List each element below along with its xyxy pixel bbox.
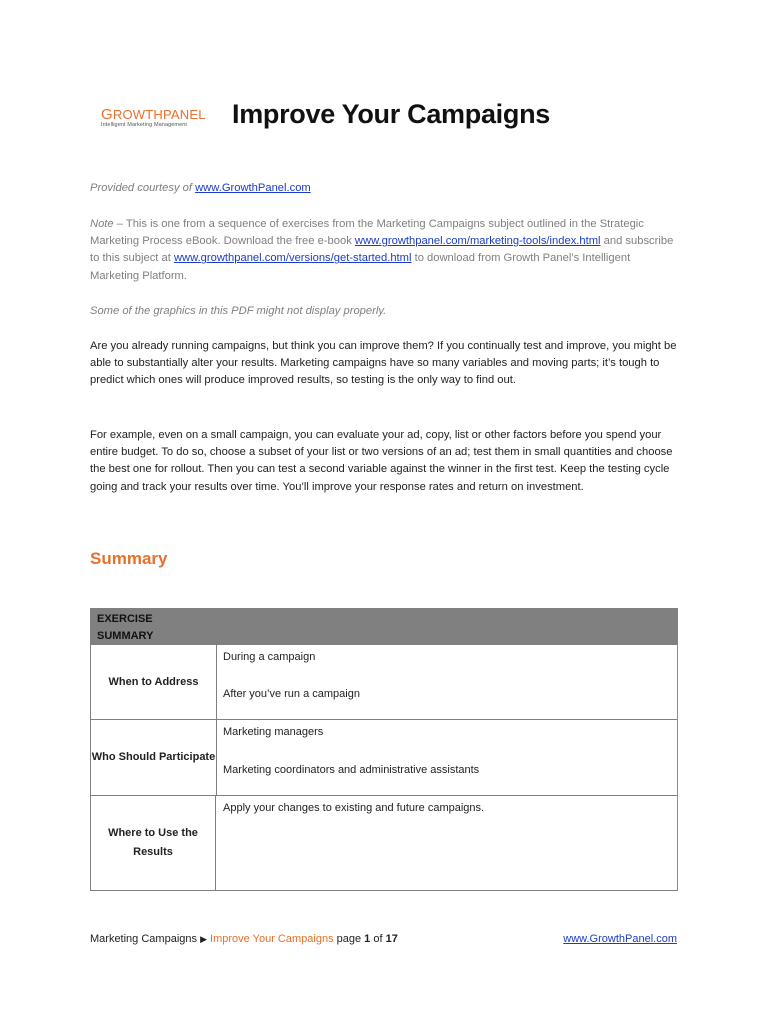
- table-row: [90, 796, 678, 891]
- body-paragraph-1: Are you already running campaigns, but think you can improve them? If you continually test and improve, you might be able to substantially alter your results. Marketing campaigns have so many variables and moving parts; it’s tough to predict which ones will produce improved results, so testing is the only way to find out.: [90, 340, 677, 387]
- row-value: After you’ve run a campaign: [223, 688, 360, 700]
- logo-tagline: Intelligent Marketing Management: [101, 122, 188, 128]
- row-value: During a campaign: [223, 651, 316, 663]
- footer-of-word: of: [373, 933, 383, 945]
- footer-website-link[interactable]: www.GrowthPanel.com: [563, 933, 677, 945]
- get-started-link[interactable]: www.growthpanel.com/versions/get-started.html: [173, 252, 412, 265]
- row-value: Apply your changes to existing and future campaigns.: [223, 802, 485, 814]
- row-values: [223, 648, 360, 703]
- summary-heading: Summary: [90, 549, 168, 568]
- courtesy-line: Provided courtesy of www.GrowthPanel.com: [90, 182, 311, 194]
- row-accent-border: [677, 795, 678, 891]
- table-header-label: EXERCISE SUMMARY: [97, 613, 154, 642]
- graphics-note: Some of the graphics in this PDF might not display properly.: [90, 305, 387, 317]
- footer-section: Marketing Campaigns: [90, 933, 197, 945]
- table-row: [90, 645, 678, 720]
- footer-page-total: 17: [385, 933, 398, 945]
- footer-breadcrumb: [90, 933, 398, 945]
- growthpanel-logo: [101, 108, 211, 138]
- footer-page-number: 1: [364, 933, 371, 945]
- body-paragraph-2: For example, even on a small campaign, you can evaluate your ad, copy, list or other factors before you spend your entire budget. To do so, choose a subset of your list or two versions of an ad; test them in small quantities and choose the best one for rollout. Then you can test a second variable against the winner in the first test. Keep the testing cycle going and track your results over time. You’ll improve your response rates and return on investment.: [90, 429, 673, 493]
- row-value: Marketing coordinators and administrative assistants: [223, 764, 480, 776]
- row-label: When to Address: [91, 645, 217, 719]
- footer-page-word: page: [336, 933, 362, 945]
- ebook-link[interactable]: www.growthpanel.com/marketing-tools/index.html: [354, 235, 601, 248]
- row-accent-border: [677, 719, 678, 796]
- row-label: Where to Use the Results: [91, 796, 216, 890]
- row-value: Marketing managers: [223, 726, 324, 738]
- row-label: Who Should Participate: [91, 720, 217, 795]
- row-accent-border: [677, 644, 678, 720]
- note-paragraph: Note – This is one from a sequence of exercises from the Marketing Campaigns subject outlined in the Strategic Marketing Process eBook. Download the free e-book www.growthpanel.com/marketing-tools/index.html and subscribe to this subject at www.growthpanel.com/versions/get-started.html to download from Growth Panel’s Intelligent Marketing Platform.: [90, 218, 674, 282]
- table-row: [90, 720, 678, 796]
- logo-wordmark: GROWTHPANEL: [101, 106, 206, 123]
- table-header: [90, 608, 678, 645]
- row-values: [223, 799, 484, 817]
- play-arrow-icon: ▶: [200, 934, 207, 944]
- courtesy-link[interactable]: www.GrowthPanel.com: [195, 182, 311, 194]
- footer-doc-title: Improve Your Campaigns: [210, 933, 334, 945]
- page-title: Improve Your Campaigns: [232, 99, 550, 129]
- note-label: Note: [90, 218, 114, 230]
- row-values: [223, 723, 479, 779]
